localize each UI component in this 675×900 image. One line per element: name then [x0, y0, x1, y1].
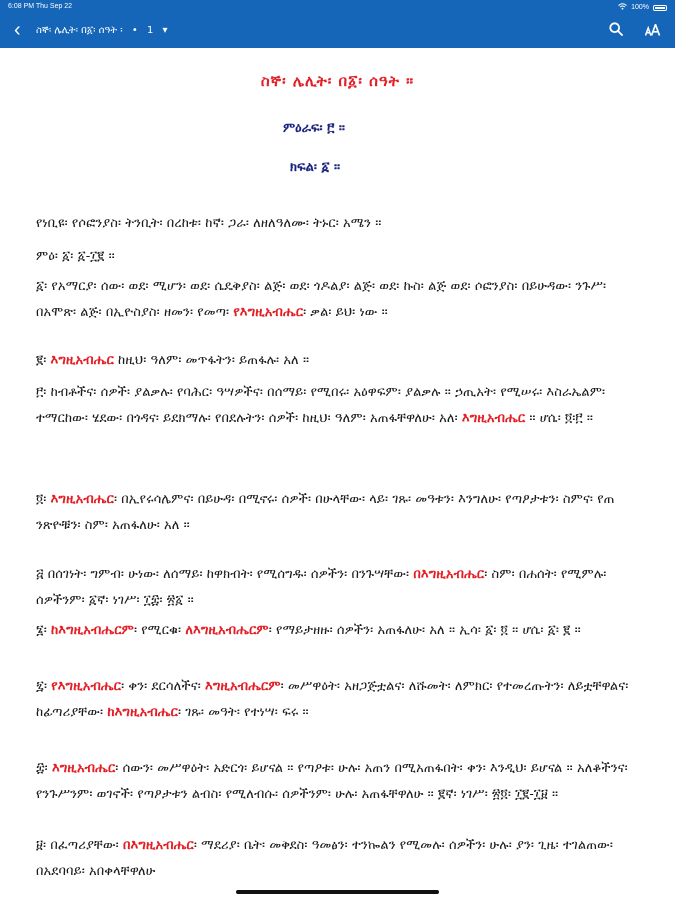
- search-icon[interactable]: [609, 22, 623, 41]
- verse-text: ፪፡: [36, 353, 51, 368]
- verse-paragraph: [36, 562, 646, 614]
- separator-dot: •: [131, 25, 138, 36]
- verse-text: ፩፡ የአማርያ፡ ሰው፡ ወደ፡ ሚሆን፡ ወደ፡ ሴዴቅያስ፡ ልጅ፡ ወደ፡ ጎዶልያ፡ ልጅ፡ ወደ፡ ኩስ፡ ልጅ ወደ፡ ሶፎንያስ፡ በይሁዳው፡ ንጉሥ፡ በአሞጽ፡ ልጅ፡ በኢዮስያስ፡ ዘመን፡ የመጣ፡: [36, 279, 607, 320]
- divine-name-highlight: እግዚአብሔር: [50, 492, 114, 507]
- verse-text: ፯፡: [36, 679, 52, 694]
- divine-name-highlight: ለእግዚአብሔርም: [185, 623, 269, 638]
- divine-name-highlight: ከእግዚአብሔርም: [51, 623, 134, 638]
- verse-text: ምዕ፡ ፩፡ ፩-፲፪ ።: [36, 249, 115, 264]
- status-time-date: 6:08 PM Thu Sep 22: [8, 3, 73, 10]
- verse-paragraph: [36, 756, 646, 808]
- verse-text: ከዚህ፡ ዓለም፡ መጥፋትን፡ ይጠፋሉ፡ አለ ።: [113, 353, 310, 368]
- verse-text: ። ሆሴ፡ ፬፡፫ ።: [525, 411, 594, 426]
- verse-paragraph: [36, 274, 646, 326]
- verse-text: ፡ ገጹ፡ መዓት፡ የተነሣ፡ ፍሩ ።: [177, 705, 309, 720]
- verse-text: ፡ የሚርቁ፡: [133, 623, 186, 638]
- wifi-icon: [618, 3, 627, 12]
- battery-icon: [653, 5, 667, 11]
- page-title: ስኞ፡ ሌሊት፡ በ፩፡ ሰዓት ።: [260, 72, 415, 90]
- verse-text: ፭ በሰገነት፡ ግምብ፡ ሁነው፡ ለሰማይ፡ ከዋክብት፡ የሚሰግዱ፡ ሰዎችን፡ በንጉሣቸው፡: [36, 567, 414, 582]
- verse-text: ፡ የማይታዘዙ፡ ሰዎችን፡ አጠፋለሁ፡ አለ ። ኢሳ፡ ፩፡ ፬ ። ሆሴ፡ ፩፡ ፪ ።: [268, 623, 581, 638]
- status-indicators: [618, 3, 667, 12]
- verse-text: ፡ ቃል፡ ይህ፡ ነው ።: [303, 305, 388, 320]
- verse-paragraph: [36, 487, 646, 539]
- chapter-selector[interactable]: [36, 25, 174, 36]
- verse-text: ፡ ስም፡ በሐሰት፡ የሚምሉ፡ ሰዎችንም፡ ፩ኛ፡ ነገሥ፡ ፲፰፡ ፳፩ ።: [36, 567, 607, 608]
- verse-paragraph: [36, 244, 646, 270]
- divine-name-highlight: እግዚአብሔር: [461, 411, 526, 426]
- divine-name-highlight: ከእግዚአብሔር: [107, 705, 178, 720]
- font-size-icon[interactable]: [645, 23, 661, 41]
- divine-name-highlight: የእግዚአብሔር: [51, 679, 122, 694]
- verse-text: የነቢዩ፡ የሶፎንያስ፡ ትንቢት፡ በረከቱ፡ ከኛ፡ ጋራ፡ ለዘለዓለሙ፡ ትኑር፡ አሜን ።: [36, 216, 382, 231]
- divine-name-highlight: እግዚአብሔር: [50, 353, 114, 368]
- divine-name-highlight: የእግዚአብሔር: [233, 305, 304, 320]
- verse-paragraph: [36, 618, 646, 644]
- divine-name-highlight: እግዚአብሔር: [51, 761, 116, 776]
- verse-paragraph: [36, 674, 646, 726]
- verse-text: ፮፡: [36, 623, 51, 638]
- part-heading: ክፍል፡ ፩ ።: [290, 160, 341, 175]
- verse-text: ፡ ሰውን፡ መሥዋዕት፡ አድርጎ፡ ይሆናል ። የጣዖቱ፡ ሁሉ፡ አጠን በሚአጠፋበት፡ ቀን፡ እንዲህ፡ ይሆናል ። አለቆችንና፡ የንጉሥንም፡ ወገኖች፡ የጣዖታቱን ልብስ፡ የሚለብሱ፡ ሰዎችንም፡ ሁሉ፡ አጠፋቸዋለሁ ። ፪ኛ፡ ነገሥ፡ ፳፬፡ ፲፪-፲፱ ።: [36, 761, 628, 802]
- chevron-down-icon[interactable]: ▾: [162, 25, 168, 36]
- battery-percent: 100%: [631, 4, 649, 11]
- divine-name-highlight: እግዚአብሔርም: [205, 679, 281, 694]
- verse-text: ፡ በኢየሩሳሌምና፡ በይሁዳ፡ በሚኖሩ፡ ሰዎች፡ በሁላቸው፡ ላይ፡ ገጹ፡ መዓቱን፡ እንግለሁ፡ የጣዖታቱን፡ ስምና፡ የጠ ንጽዮቹን፡ ስም፡ አጠፋለሁ፡ አለ ።: [36, 492, 615, 533]
- divine-name-highlight: በእግዚአብሔር: [413, 567, 485, 582]
- verse-paragraph: [36, 348, 646, 374]
- chapter-number[interactable]: 1: [146, 25, 154, 36]
- book-name[interactable]: ስኞ፡ ሌሊት፡ በ፩፡ ሰዓት ፡: [36, 25, 123, 36]
- verse-text: ፬፡: [36, 492, 51, 507]
- verse-paragraph: [36, 211, 646, 237]
- chapter-heading: ምዕራፍ፡ ፫ ።: [283, 121, 345, 136]
- verse-text: ፡ ማደሪያ፡ ቤት፡ መቅደስ፡ ዓመፅን፡ ተንኰልን የሚመሉ፡ ሰዎችን፡ ሁሉ፡ ያን፡ ጊዜ፡ ተገልጠው፡ በአደባባይ፡ አበቀላቸዋለሁ: [36, 838, 613, 879]
- back-chevron-icon[interactable]: ‹: [14, 19, 21, 41]
- divine-name-highlight: በእግዚአብሔር: [122, 838, 194, 853]
- verse-text: ፰፡: [36, 761, 52, 776]
- status-bar: [0, 0, 675, 14]
- top-toolbar: [0, 14, 675, 48]
- verse-text: ፡ ቀን፡ ደርሳለችና፡: [121, 679, 206, 694]
- verse-text: ፡ መሥዋዕት፡ አዘጋጅቷልና፡ ለሹመት፡ ለምክር፡ የተመረጡትን፡ ለይቷቸዋልና፡ ከፊጣሪያቸው፡: [36, 679, 629, 720]
- verse-paragraph: [36, 380, 646, 432]
- home-indicator: [236, 890, 439, 894]
- verse-text: ፫፡ ከብቶችና፡ ሰዎች፡ ያልቃሉ፡ የባሕር፡ ዓሣዎችና፡ በሰማይ፡ የሚበሩ፡ አዕዋፍም፡ ያልቃሉ ። ኃጢአት፡ የሚሠሩ፡ እስራኤልም፡ ተማርከው፡ ሄደው፡ በጎዳና፡ ይደክማሉ፡ የበደሉትን፡ ሰዎች፡ ከዚህ፡ ዓለም፡ አጠፋቸዋለሁ፡ አለ፡: [36, 385, 606, 426]
- verse-text: ፱፡ በፈጣሪያቸው፡: [36, 838, 123, 853]
- verse-paragraph: [36, 833, 646, 885]
